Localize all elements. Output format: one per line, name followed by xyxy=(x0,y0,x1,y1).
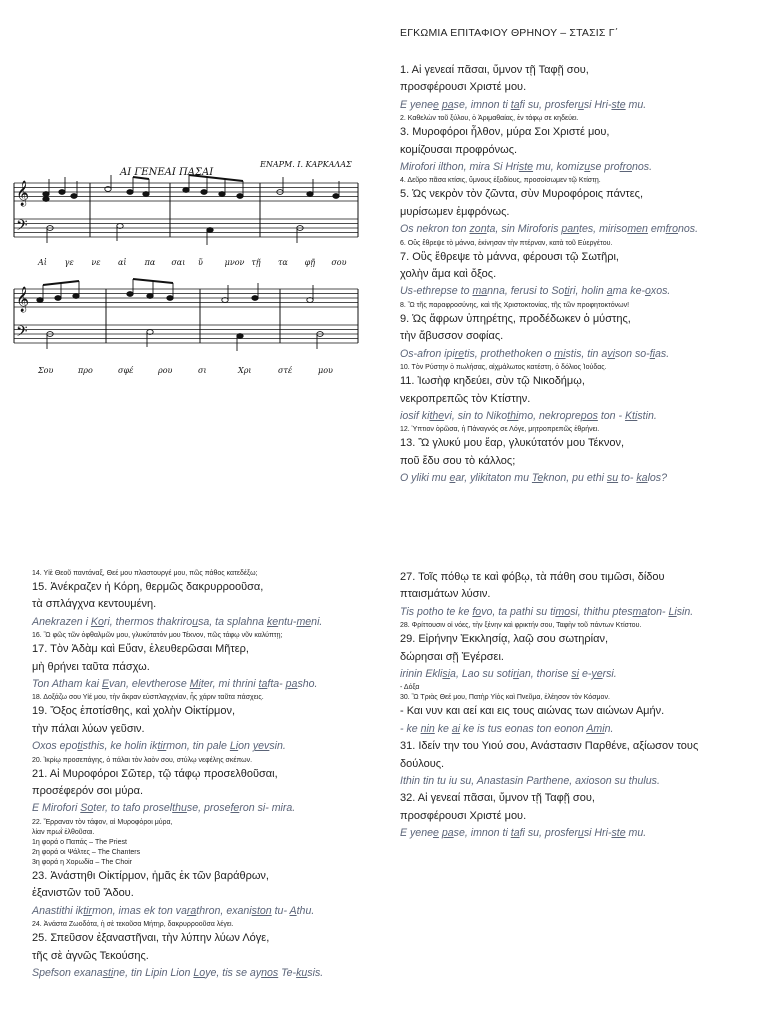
small-verse-line: 18. Δοξάζω σου Υἱέ μου, τὴν ἄκραν εὐσπλαγχνίαν, ἧς χάριν ταῦτα πάσχεις. xyxy=(32,694,264,702)
verse-line: χολὴν ἅμα καὶ ὄξος. xyxy=(400,268,497,281)
small-verse-line: 28. Φρίττουσιν οἱ νόες, τὴν ξένην καὶ φρικτήν σου, Ταφὴν τοῦ πάντων Κτίστου. xyxy=(400,622,642,630)
transliteration-line: irinin Eklisia, Lao su sotirian, thorise si e-yersi. xyxy=(400,668,617,681)
transliteration-line: Anekrazen i Kori, thermos thakrirousa, ta splahna kentu-meni. xyxy=(32,615,323,628)
transliteration-line: Tis potho te ke fovo, ta pathi su timosi, thithu ptesmaton- Lisin. xyxy=(400,605,694,618)
svg-text:𝄢: 𝄢 xyxy=(16,217,28,238)
verse-line: μυρίσωμεν ἐμφρόνως. xyxy=(400,205,510,218)
transliteration-line: - ke nin ke ai ke is tus eonas ton eonon Amin. xyxy=(400,722,614,735)
score-title: ΑΙ ΓΕΝΕΑΙ ΠΑΣΑΙ xyxy=(120,167,214,178)
svg-text:𝄢: 𝄢 xyxy=(16,323,28,344)
verse-line: νεκροπρεπῶς τὸν Κτίστην. xyxy=(400,392,531,405)
verse-line: δούλους. xyxy=(400,757,445,770)
verse-line: 3. Μυροφόροι ἦλθον, μύρα Σοι Χριστέ μου, xyxy=(400,126,610,139)
lyric-syllable: Αἱ xyxy=(38,258,47,267)
lyric-syllable: ρου xyxy=(158,366,173,375)
lyric-syllable: σαι xyxy=(171,258,186,267)
lyric-syllable: Χρι xyxy=(238,366,252,375)
verse-line: πταισμάτων λύσιν. xyxy=(400,588,491,601)
lyric-syllable: μνον xyxy=(224,258,245,267)
verses-left-bottom xyxy=(32,569,392,982)
verse-line: τῆς σὲ ἁγνῶς Τεκούσης. xyxy=(32,949,149,962)
score-lyrics-line-1 xyxy=(37,258,347,268)
small-verse-line: 1η φορά ο Παπάς – The Priest xyxy=(32,838,127,846)
lyric-syllable: μου xyxy=(318,366,333,375)
verse-line: 25. Σπεῦσον ἐξαναστῆναι, τὴν λύπην λύων Λόγε, xyxy=(32,932,270,945)
svg-text:𝄞: 𝄞 xyxy=(16,287,30,312)
small-verse-line: 10. Τὸν Ρύστην ὁ πωλήσας, αἰχμάλωτος κατέστη, ὁ δόλιος Ἰούδας. xyxy=(400,364,607,372)
verse-line: 15. Ἀνέκραζεν ἡ Κόρη, θερμῶς δακρυρροοῦσα, xyxy=(32,581,264,593)
small-verse-line: 20. Ἰκρίῳ προσεπάγης, ὁ πάλαι τὸν λαὸν σου, στύλῳ νεφέλης σκέπων. xyxy=(32,756,253,764)
lyric-syllable: νε xyxy=(91,258,101,267)
verse-line: προσφέρουσι Χριστέ μου. xyxy=(400,809,527,822)
lyric-syllable: σου xyxy=(331,258,347,267)
transliteration-line: Anastithi iktirmon, imas ek ton varathron, exaniston tu- Athu. xyxy=(32,904,315,917)
verse-line: ἐξανιστῶν τοῦ Ἅδου. xyxy=(32,887,134,900)
svg-text:𝄞: 𝄞 xyxy=(16,181,30,206)
transliteration-line: Us-ethrepse to manna, ferusi to Sotiri, holin ama ke-oxos. xyxy=(400,285,671,298)
verse-line: προσέφερόν σοι μύρα. xyxy=(32,785,144,798)
verse-line: 5. Ὡς νεκρὸν τὸν ζῶντα, σὺν Μυροφόροις πάντες, xyxy=(400,188,644,201)
lyric-syllable: πα xyxy=(144,258,156,267)
small-verse-line: 2η φορά οι Ψάλτες – The Chanters xyxy=(32,848,141,856)
small-verse-line: 14. Υἱὲ Θεοῦ παντάναξ, Θεέ μου πλαστουργέ μου, πῶς πάθος κατεδέξω; xyxy=(32,570,258,577)
small-verse-line: 2. Καθελὼν τοῦ ξύλου, ὁ Ἀριμαθαίας, ἐν τάφῳ σε κηδεύει. xyxy=(400,115,579,123)
verse-line: μὴ θρήνει ταῦτα πάσχω. xyxy=(32,660,150,673)
lyric-syllable: Σου xyxy=(38,366,54,375)
verse-line: τὰ σπλάγχνα κεντουμένη. xyxy=(32,598,157,611)
verse-line: 1. Αἱ γενεαί πᾶσαι, ὕμνον τῇ Ταφῇ σου, xyxy=(400,64,589,76)
small-verse-line: 8. Ὢ τῆς παραφροσύνης, καὶ τῆς Χριστοκτονίας, τῆς τῶν προφητοκτόνων! xyxy=(400,301,630,309)
transliteration-line: iosif kithevi, sin to Nikothimo, nekroprepos ton - Ktistin. xyxy=(400,409,657,422)
verse-line: 32. Αἱ γενεαί πᾶσαι, ὕμνον τῇ Ταφῇ σου, xyxy=(400,792,595,805)
lyric-syllable: προ xyxy=(78,366,93,375)
small-verse-line: 24. Ἀνάστα Ζωοδότα, ἡ σὲ τεκοῦσα Μήτηρ, δακρυρροοῦσα λέγει. xyxy=(32,921,234,929)
lyric-syllable: σφέ xyxy=(118,366,134,375)
lyric-syllable: ὕ xyxy=(198,258,203,267)
small-verse-line: 22. Ἔρραναν τὸν τάφον, αἱ Μυροφόροι μύρα, xyxy=(32,818,173,826)
small-verse-line: - Δόξα xyxy=(400,684,420,692)
verse-line: - Και νυν και αεί και εις τους αιώνας των αιώνων Αμήν. xyxy=(400,705,665,718)
lyric-syllable: φῇ xyxy=(304,258,316,267)
verse-line: 17. Τὸν Ἀδὰμ καὶ Εὔαν, ἐλευθερῶσαι Μῆτερ, xyxy=(32,643,249,656)
transliteration-line: E yenee pase, imnon ti tafi su, prosferusi Hri-ste mu. xyxy=(400,827,647,840)
lyric-syllable: τῇ xyxy=(251,258,261,267)
verse-line: 29. Εἰρήνην Ἐκκλησίᾳ, λαῷ σου σωτηρίαν, xyxy=(400,633,609,646)
page-title: ΕΓΚΩΜΙΑ ΕΠΙΤΑΦΙΟΥ ΘΡΗΝΟΥ – ΣΤΑΣΙΣ Γ΄ xyxy=(400,27,619,39)
verse-line: 21. Αἱ Μυροφόροι Σῶτερ, τῷ τάφῳ προσελθοῦσαι, xyxy=(32,767,278,780)
small-verse-line: 4. Δεῦρο πᾶσα κτίσις, ὕμνους ἐξοδίους, προσοίσωμεν τῷ Κτίστῃ. xyxy=(400,177,601,185)
transliteration-line: Spefson exanastine, tin Lipin Lion Loye, tis se aynos Te-kusis. xyxy=(32,966,324,979)
transliteration-line: E yenee pase, imnon ti tafi su, prosferusi Hri-ste mu. xyxy=(400,98,647,111)
transliteration-line: Os nekron ton zonta, sin Miroforis pantes, mirisomen emfronos. xyxy=(400,223,699,236)
verse-line: 19. Ὄξος ἐποτίσθης, καὶ χολὴν Οἰκτίρμον, xyxy=(32,705,236,718)
verse-line: δώρησαι σῇ Ἐγέρσει. xyxy=(400,650,504,663)
verses-right-bottom xyxy=(400,569,762,843)
transliteration-line: Os-afron ipiretis, prothethoken o mistis, tin avison so-fias. xyxy=(400,347,670,360)
verse-line: 27. Τοῖς πόθῳ τε καὶ φόβῳ, τὰ πάθη σου τιμῶσι, δίδου xyxy=(400,571,665,583)
small-verse-line: 6. Οὓς ἔθρεψε τὸ μάννα, ἐκίνησαν τὴν πτέρναν, κατὰ τοῦ Εὐεργέτου. xyxy=(400,239,613,247)
small-verse-line: 30. Ὢ Τριὰς Θεέ μου, Πατὴρ Υἱὸς καὶ Πνεῦμα, ἐλέησον τὸν Κόσμον. xyxy=(400,694,610,702)
small-verse-line: λίαν πρωῒ ἐλθοῦσαι. xyxy=(32,828,95,836)
transliteration-line: O yliki mu ear, ylikitaton mu Teknon, pu ethi su to- kalos? xyxy=(400,472,667,485)
verse-line: 9. Ὡς ἄφρων ὑπηρέτης, προδέδωκεν ὁ μύστης, xyxy=(400,312,631,325)
verse-line: κομίζουσαι προφρόνως. xyxy=(400,143,518,156)
music-score-image xyxy=(10,153,362,385)
lyric-syllable: αἱ xyxy=(118,258,127,267)
small-verse-line: 3η φορά η Χορωδία – The Choir xyxy=(32,858,132,866)
transliteration-line: Oxos epotisthis, ke holin iktirmon, tin pale Lion yevsin. xyxy=(32,740,286,753)
small-verse-line: 16. Ὢ φῶς τῶν ὀφθαλμῶν μου, γλυκύτατόν μου Τέκνον, πῶς τάφῳ νῦν καλύπτῃ; xyxy=(32,632,283,640)
transliteration-line: E Mirofori Soter, to tafo proselthuse, proseferon si- mira. xyxy=(32,802,296,815)
verse-line: τὴν ἄβυσσον σοφίας. xyxy=(400,330,504,343)
verse-line: 13. Ὢ γλυκύ μου ἔαρ, γλυκύτατόν μου Τέκνον, xyxy=(400,437,625,450)
verse-line: ποῦ ἔδυ σου τὸ κάλλος; xyxy=(400,454,516,467)
transliteration-line: Ithin tin tu iu su, Anastasin Parthene, axioson su thulus. xyxy=(400,775,660,788)
lyric-syllable: γε xyxy=(64,258,74,267)
verse-line: τὴν πάλαι λύων γεῦσιν. xyxy=(32,722,145,735)
verse-line: 7. Οὓς ἔθρεψε τὸ μάννα, φέρουσι τῷ Σωτῆρι, xyxy=(400,250,619,263)
verse-line: προσφέρουσι Χριστέ μου. xyxy=(400,81,527,94)
small-verse-line: 12. Ὑπτιον ὁρῶσα, ἡ Πάναγνός σε Λόγε, μητροπρεπῶς ἐθρήνει. xyxy=(400,426,600,434)
verses-right-top xyxy=(400,62,762,488)
lyric-syllable: στέ xyxy=(278,366,293,375)
transliteration-line: Mirofori ilthon, mira Si Hriste mu, komizuse profronos. xyxy=(400,161,653,174)
verse-line: 23. Ἀνάστηθι Οἰκτίρμον, ἡμᾶς ἐκ τῶν βαράθρων, xyxy=(32,869,269,882)
score-lyrics-line-2 xyxy=(37,366,333,375)
score-arranger: ΕΝΑΡΜ. Ι. ΚΑΡΚΑΛΑΣ xyxy=(260,160,352,169)
transliteration-line: Ton Atham kai Evan, elevtherose Miter, mi thrini tafta- pasho. xyxy=(32,678,318,691)
verse-line: 11. Ἰωσὴφ κηδεύει, σὺν τῷ Νικοδήμῳ, xyxy=(400,375,585,388)
lyric-syllable: τα xyxy=(278,258,288,267)
lyric-syllable: σι xyxy=(198,366,207,375)
verse-line: 31. Ιδείν την του Υιού σου, Ανάστασιν Παρθένε, αξίωσον τους xyxy=(400,740,699,753)
